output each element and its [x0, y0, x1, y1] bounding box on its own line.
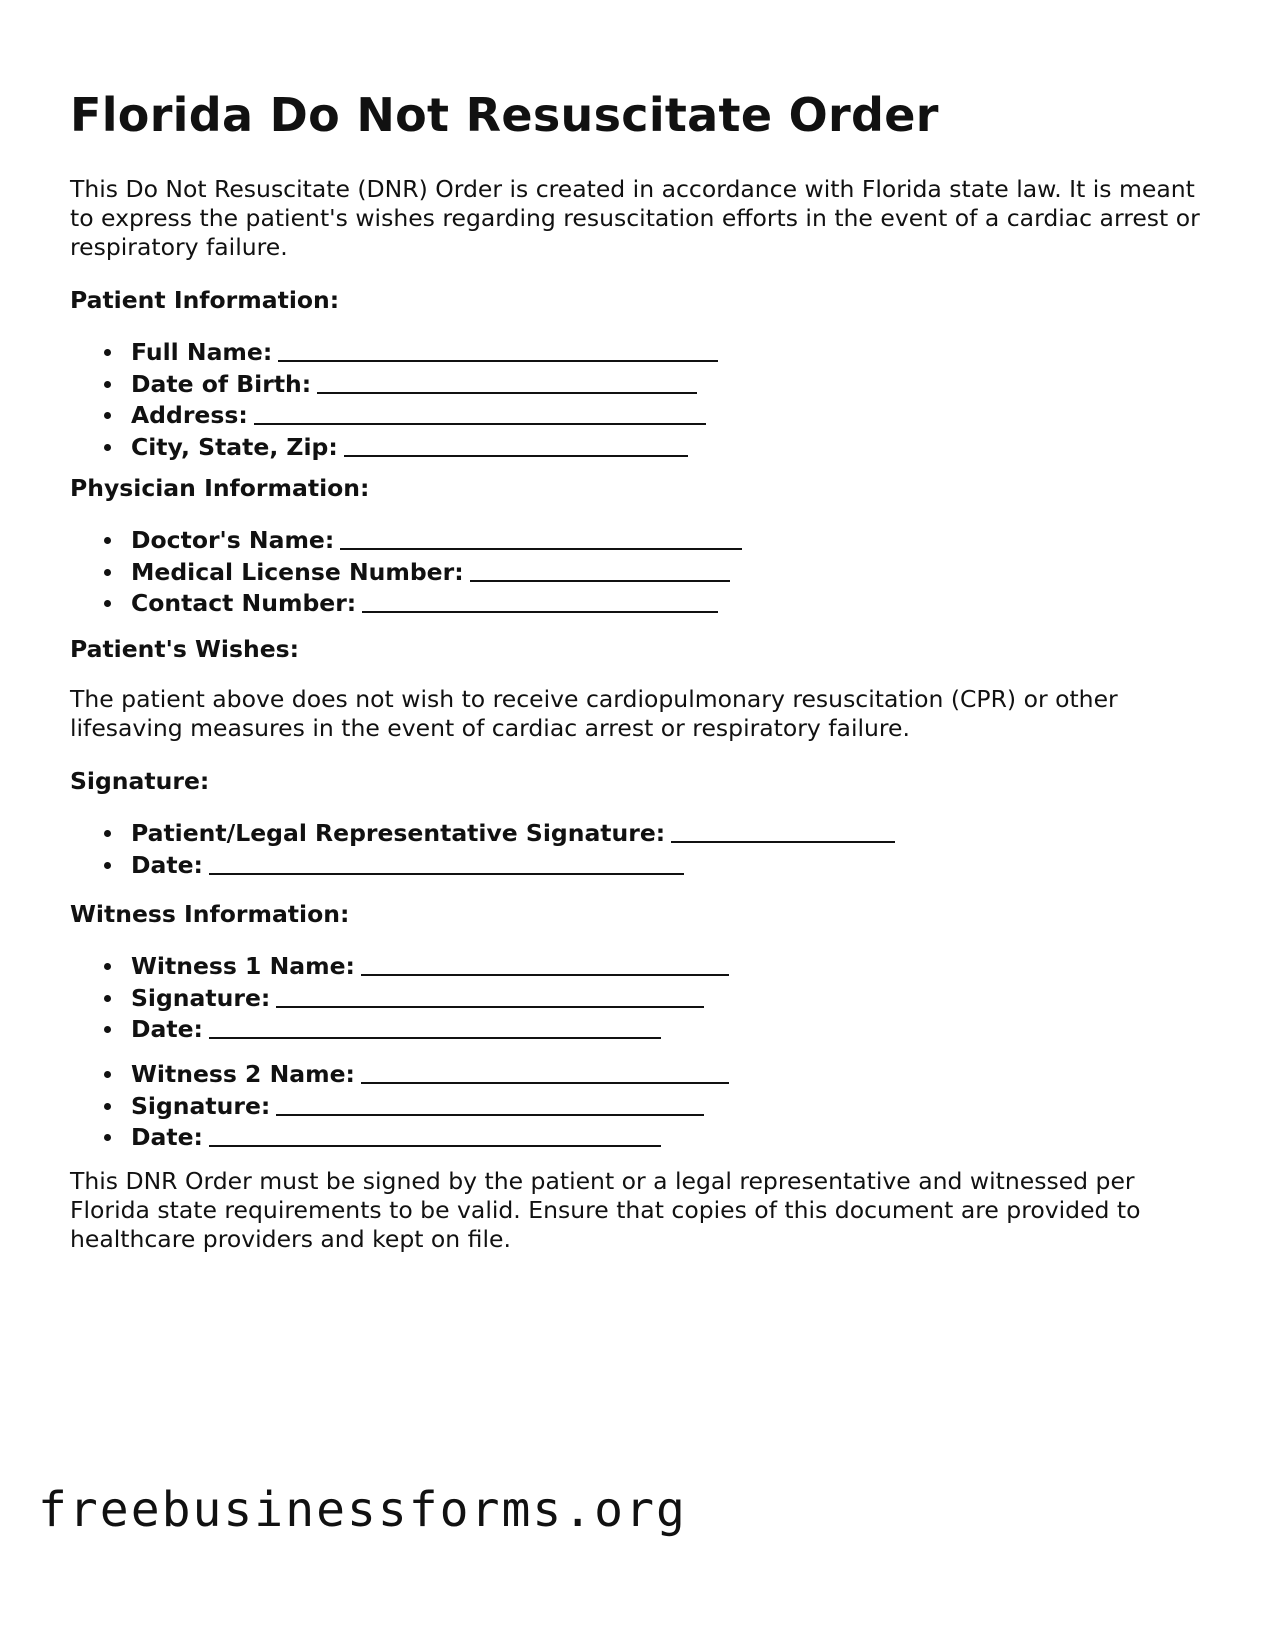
signature-date-blank[interactable]: [209, 851, 684, 875]
intro-paragraph: This Do Not Resuscitate (DNR) Order is created in accordance with Florida state law. It is meant to express the patient's wishes regarding resuscitation efforts in the event of a cardiac arrest or respiratory failure.: [70, 175, 1200, 261]
physician-info-heading: Physician Information:: [70, 474, 370, 502]
medical-license-field[interactable]: [104, 556, 742, 588]
field-label: City, State, Zip:: [131, 432, 338, 461]
witness-2-signature-blank[interactable]: [276, 1092, 704, 1116]
physician-info-fields: [104, 524, 742, 619]
patient-signature-field[interactable]: [104, 817, 895, 849]
field-label: Address:: [131, 401, 248, 429]
field-label: Witness 2 Name:: [131, 1060, 355, 1088]
signature-heading: Signature:: [70, 767, 210, 795]
field-label: Date:: [131, 850, 203, 879]
field-label: Signature:: [131, 1091, 271, 1120]
date-of-birth-field[interactable]: [104, 368, 718, 400]
doctor-name-field[interactable]: [104, 524, 742, 556]
wishes-heading: Patient's Wishes:: [70, 635, 300, 663]
witness-1-name-field[interactable]: [104, 950, 729, 982]
witness-info-heading: Witness Information:: [70, 900, 350, 928]
witness-1-date-blank[interactable]: [209, 1015, 661, 1039]
full-name-field[interactable]: [104, 336, 718, 368]
field-label: Medical License Number:: [131, 557, 464, 586]
witness-1-date-field[interactable]: [104, 1013, 729, 1045]
closing-paragraph: This DNR Order must be signed by the patient or a legal representative and witnessed per Florida state requirements to be valid. Ensure that copies of this document are provided to healthcare providers and kept on file.: [70, 1167, 1141, 1253]
address-blank[interactable]: [254, 401, 706, 425]
address-field[interactable]: [104, 399, 718, 431]
wishes-paragraph: The patient above does not wish to receive cardiopulmonary resuscitation (CPR) or other lifesaving measures in the event of cardiac arrest or respiratory failure.: [70, 685, 1118, 742]
field-label: Date of Birth:: [131, 369, 312, 398]
city-state-zip-blank[interactable]: [344, 433, 688, 457]
field-label: Full Name:: [131, 338, 273, 366]
witness-2-signature-field[interactable]: [104, 1090, 729, 1122]
witness-1-name-blank[interactable]: [361, 952, 729, 976]
field-label: Doctor's Name:: [131, 526, 335, 554]
watermark-text: freebusinessforms.org: [38, 1482, 687, 1538]
contact-number-blank[interactable]: [362, 589, 718, 613]
signature-date-field[interactable]: [104, 849, 895, 881]
contact-number-field[interactable]: [104, 587, 742, 619]
witness-2-name-blank[interactable]: [361, 1060, 729, 1084]
full-name-blank[interactable]: [278, 338, 718, 362]
patient-info-heading: Patient Information:: [70, 286, 340, 314]
patient-info-fields: [104, 336, 718, 462]
signature-fields: [104, 817, 895, 880]
patient-signature-blank[interactable]: [671, 819, 895, 843]
field-label: Witness 1 Name:: [131, 952, 355, 980]
witness-1-signature-field[interactable]: [104, 982, 729, 1014]
field-label: Date:: [131, 1123, 203, 1151]
witness-1-fields: [104, 950, 729, 1045]
page-title: Florida Do Not Resuscitate Order: [70, 88, 939, 142]
witness-2-fields: [104, 1058, 729, 1153]
witness-1-signature-blank[interactable]: [276, 984, 704, 1008]
date-of-birth-blank[interactable]: [317, 370, 697, 394]
medical-license-blank[interactable]: [470, 558, 730, 582]
field-label: Date:: [131, 1015, 203, 1043]
city-state-zip-field[interactable]: [104, 431, 718, 463]
field-label: Patient/Legal Representative Signature:: [131, 819, 666, 847]
field-label: Contact Number:: [131, 589, 357, 617]
field-label: Signature:: [131, 983, 271, 1012]
witness-2-name-field[interactable]: [104, 1058, 729, 1090]
witness-2-date-blank[interactable]: [209, 1123, 661, 1147]
witness-2-date-field[interactable]: [104, 1121, 729, 1153]
doctor-name-blank[interactable]: [340, 526, 742, 550]
